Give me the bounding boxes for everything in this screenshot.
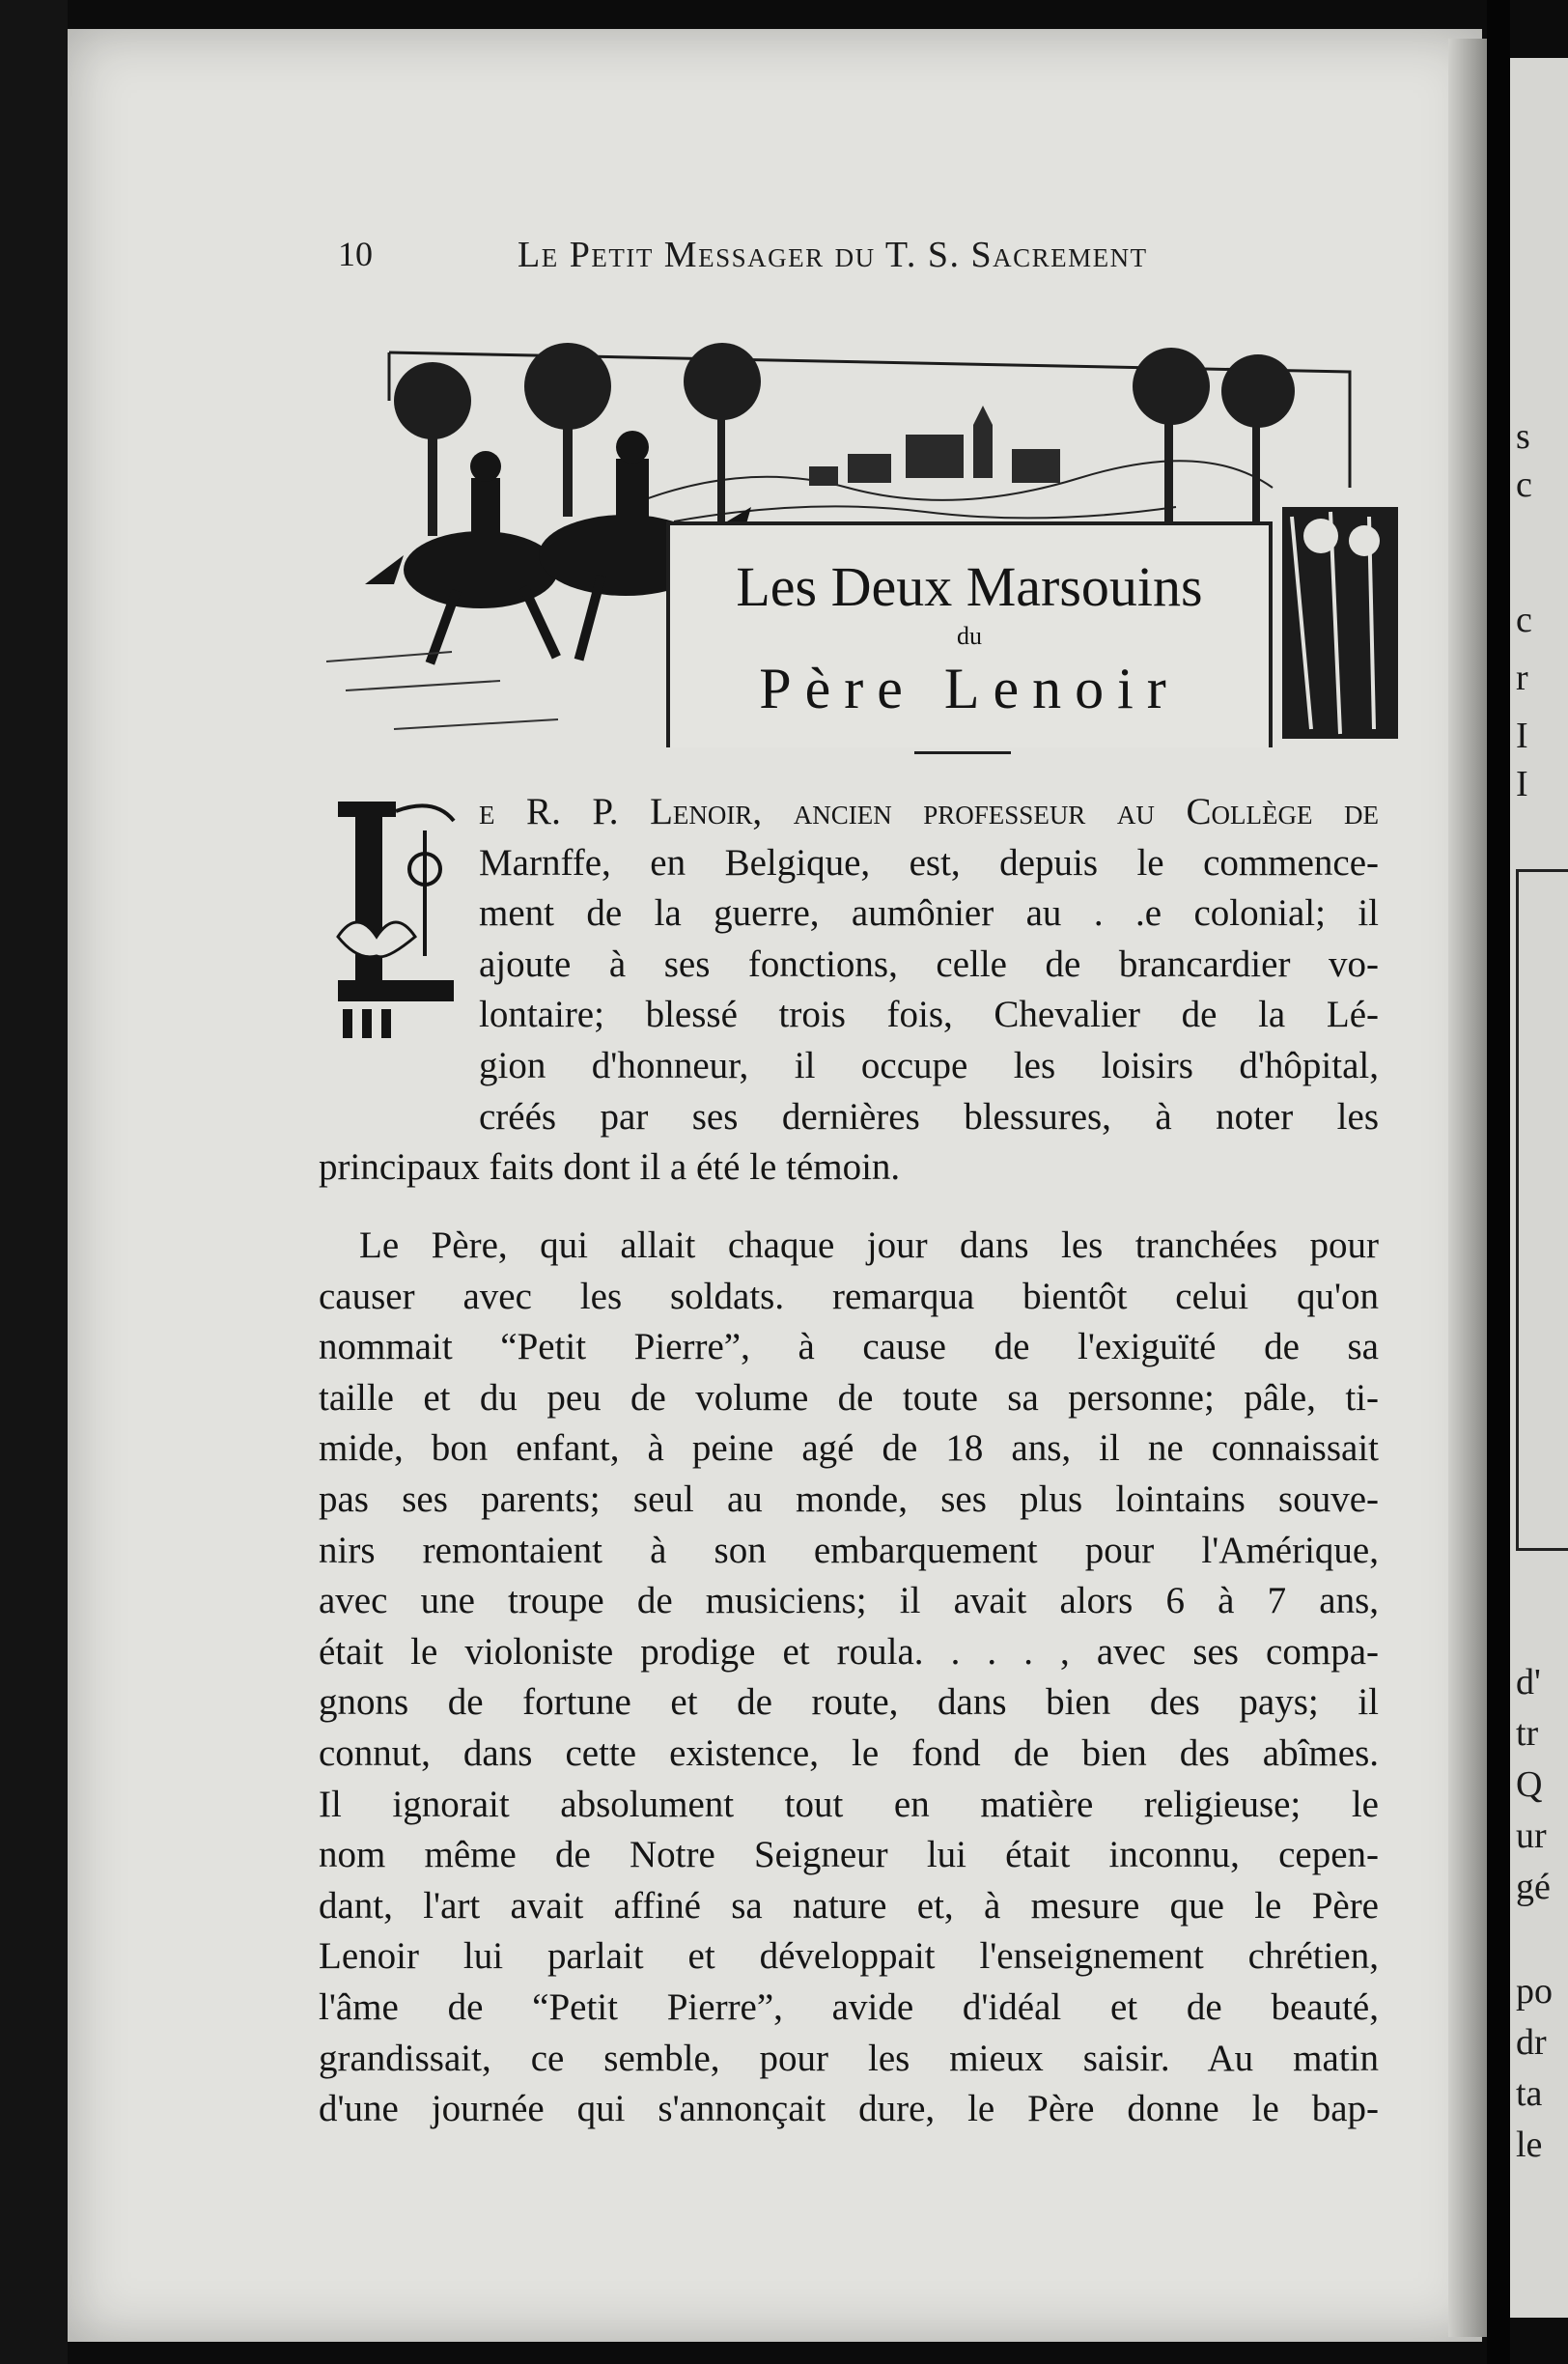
text-line: gnons de fortune et de route, dans bien des pays; il bbox=[319, 1681, 1379, 1724]
facing-fragment: I bbox=[1516, 764, 1528, 804]
text-line: ajoute à ses fonctions, celle de brancardier vo- bbox=[479, 943, 1379, 985]
text-line: Marnffe, en Belgique, est, depuis le commence- bbox=[479, 841, 1379, 884]
text-line: gion d'honneur, il occupe les loisirs d'hôpital, bbox=[479, 1044, 1379, 1086]
left-margin-edge bbox=[0, 0, 68, 2364]
facing-fragment: tr bbox=[1516, 1713, 1539, 1754]
text-line: était le violoniste prodige et roula. . . . , avec ses compa- bbox=[319, 1630, 1379, 1673]
text-line: nom même de Notre Seigneur lui était inconnu, cepen- bbox=[319, 1834, 1379, 1876]
text-line: principaux faits dont il a été le témoin. bbox=[319, 1146, 901, 1188]
facing-fragment: Q bbox=[1516, 1764, 1543, 1805]
paragraph-body bbox=[319, 1221, 1379, 2135]
article-title-name: Père Lenoir bbox=[759, 657, 1180, 720]
text-line: l'âme de “Petit Pierre”, avide d'idéal et de beauté, bbox=[319, 1985, 1379, 2028]
text-line: grandissait, ce semble, pour les mieux saisir. Au matin bbox=[319, 2037, 1379, 2079]
facing-fragment: dr bbox=[1516, 2022, 1547, 2063]
drop-cap-ornament bbox=[319, 792, 473, 1043]
paragraph-intro-last bbox=[319, 1142, 900, 1194]
facing-fragment: r bbox=[1516, 658, 1528, 698]
facing-fragment: d' bbox=[1516, 1662, 1541, 1703]
facing-illustration-frame bbox=[1516, 869, 1568, 1551]
text-line: mide, bon enfant, à peine agé de 18 ans, il ne connaissait bbox=[319, 1427, 1379, 1470]
facing-fragment: I bbox=[1516, 716, 1528, 756]
text-line: avec une troupe de musiciens; il avait alors 6 à 7 ans, bbox=[319, 1580, 1379, 1622]
text-line: lontaire; blessé trois fois, Chevalier de la Lé- bbox=[479, 994, 1379, 1036]
facing-fragment: c bbox=[1516, 464, 1532, 505]
facing-fragment: le bbox=[1516, 2125, 1543, 2165]
article-title-main: Les Deux Marsouins bbox=[736, 555, 1203, 618]
page-gutter bbox=[1448, 39, 1487, 2337]
text-line: dant, l'art avait affiné sa nature et, à mesure que le Père bbox=[319, 1884, 1379, 1927]
text-line: Le Père, qui allait chaque jour dans les tranchées pour bbox=[359, 1224, 1379, 1266]
text-line: Il ignorait absolument tout en matière religieuse; le bbox=[319, 1783, 1379, 1825]
facing-fragment: ta bbox=[1516, 2073, 1543, 2114]
text-line: d'une journée qui s'annonçait dure, le Père donne le bap- bbox=[319, 2088, 1379, 2130]
paragraph-intro bbox=[479, 787, 1379, 1142]
facing-fragment: s bbox=[1516, 416, 1530, 457]
page-gap bbox=[1487, 0, 1510, 2364]
article-title-connector: du bbox=[957, 622, 982, 650]
facing-fragment: gé bbox=[1516, 1867, 1551, 1907]
text-line: nirs remontaient à son embarquement pour l'Amérique, bbox=[319, 1529, 1379, 1571]
facing-fragment: c bbox=[1516, 600, 1532, 640]
text-line: nommait “Petit Pierre”, à cause de l'exiguïté de sa bbox=[319, 1326, 1379, 1368]
title-frame bbox=[666, 521, 1273, 747]
facing-page-edge bbox=[1510, 58, 1568, 2318]
text-line: Lenoir lui parlait et développait l'enseignement chrétien, bbox=[319, 1935, 1379, 1978]
text-line: ment de la guerre, aumônier au . .e colonial; il bbox=[479, 892, 1379, 935]
text-line: causer avec les soldats. remarqua bientôt celui qu'on bbox=[319, 1275, 1379, 1317]
text-line: e R. P. Lenoir, ancien professeur au Collège de bbox=[479, 791, 1379, 832]
text-line: connut, dans cette existence, le fond de bien des abîmes. bbox=[319, 1731, 1379, 1774]
title-rule bbox=[914, 751, 1011, 754]
text-line: créés par ses dernières blessures, à noter les bbox=[479, 1095, 1379, 1138]
text-line: pas ses parents; seul au monde, ses plus lointains souve- bbox=[319, 1478, 1379, 1520]
page-number: 10 bbox=[338, 235, 373, 273]
text-line: taille et du peu de volume de toute sa personne; pâle, ti- bbox=[319, 1376, 1379, 1419]
running-title: Le Petit Messager du T. S. Sacrement bbox=[518, 235, 1148, 275]
facing-fragment: ur bbox=[1516, 1815, 1547, 1856]
facing-fragment: po bbox=[1516, 1971, 1553, 2012]
